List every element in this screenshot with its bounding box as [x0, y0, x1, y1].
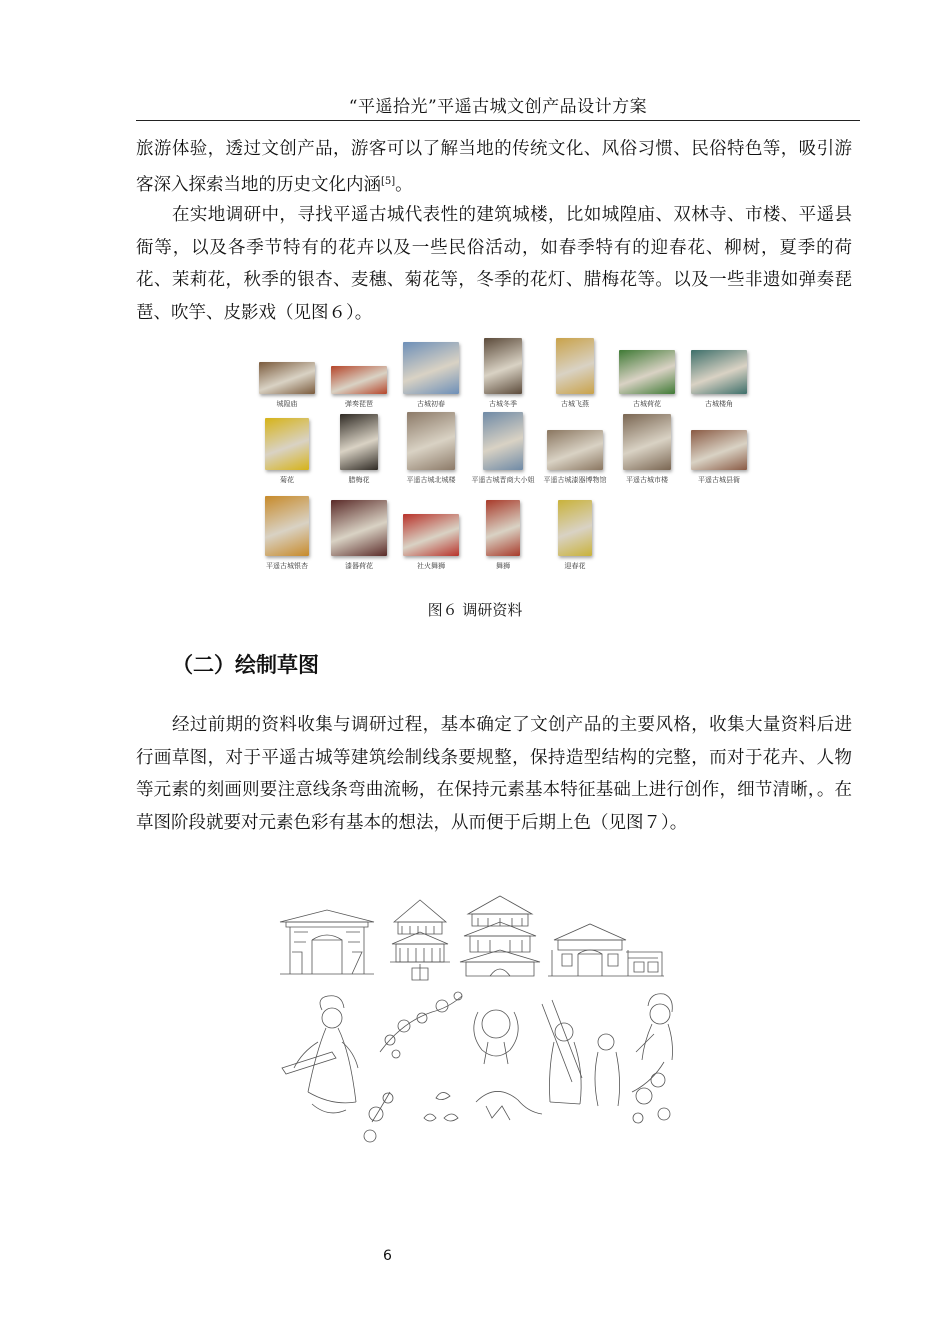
thumbnail-photo — [691, 430, 747, 470]
thumbnail-caption: 平遥古城银杏 — [266, 562, 308, 570]
thumbnail-caption: 迎春花 — [564, 562, 586, 570]
sketch-flower-sprays — [364, 992, 670, 1142]
figure-thumbnail — [252, 336, 322, 409]
thumbnail-caption: 平遥古城县衙 — [698, 476, 740, 484]
thumbnail-caption: 古城冬季 — [489, 400, 517, 408]
thumbnail-photo — [691, 350, 747, 394]
thumbnail-caption: 平遥古城漆器博物馆 — [543, 476, 607, 484]
thumbnail-caption: 城隍庙 — [276, 400, 298, 408]
thumbnail-caption: 平遥古城晋商大小姐 — [471, 476, 535, 484]
page-header: “平遥拾光”平遥古城文创产品设计方案 — [136, 92, 860, 121]
figure-7-sketch-illustration — [272, 892, 682, 1182]
thumbnail-photo — [403, 342, 459, 394]
section-heading: （二）绘制草图 — [172, 653, 319, 677]
sketch-pagoda-building — [460, 896, 540, 976]
thumbnail-photo — [403, 514, 459, 556]
thumbnail-photo — [331, 366, 387, 394]
figure-thumbnail — [612, 336, 682, 409]
thumbnail-photo — [619, 350, 675, 394]
sketch-gate-building — [280, 910, 374, 974]
thumbnail-photo — [483, 412, 523, 470]
thumbnail-caption: 舞狮 — [496, 562, 510, 570]
thumbnail-photo — [547, 430, 603, 470]
figure-thumbnail — [468, 498, 538, 571]
figure-thumbnail — [252, 498, 322, 571]
sketch-small-leaves — [424, 1092, 458, 1121]
paragraph-2: 在实地调研中，寻找平遥古城代表性的建筑城楼，比如城隍庙、双林寺、市楼、平遥县衙等，以及各季节特有的花卉以及一些民俗活动，如春季特有的迎春花、柳树，夏季的荷花、茉莉花，秋季的银杏、麦穗、菊花等，冬季的花灯、腊梅花等。以及一些非遗如弹奏琵琶、吹竽、皮影戏（见图６）。 — [136, 205, 852, 323]
figure-thumbnail — [396, 498, 466, 571]
figure-6-image-grid — [250, 336, 750, 576]
thumbnail-photo — [558, 500, 592, 556]
figure-thumbnail — [540, 336, 610, 409]
thumbnail-caption: 弹奏琵琶 — [345, 400, 373, 408]
thumbnail-photo — [340, 414, 378, 470]
thumbnail-caption: 古城楼角 — [705, 400, 733, 408]
figure-thumbnail — [684, 336, 754, 409]
paragraph-1-text: 旅游体验，透过文创产品，游客可以了解当地的传统文化、风俗习惯、民俗特色等，吸引游客深入探索当地的历史文化内涵 — [136, 139, 852, 195]
thumbnail-caption: 古城初春 — [417, 400, 445, 408]
thumbnail-photo — [265, 418, 309, 470]
thumbnail-caption: 平遥古城市楼 — [626, 476, 668, 484]
figure-thumbnail — [252, 412, 322, 485]
thumbnail-caption: 漆器荷花 — [345, 562, 373, 570]
paragraph-3: 经过前期的资料收集与调研过程，基本确定了文创产品的主要风格，收集大量资料后进行画草图，对于平遥古城等建筑绘制线条要规整，保持造型结构的完整，而对于花卉、人物等元素的刻画则要注意线条弯曲流畅，在保持元素基本特征基础上进行创作，细节清晰，。在草图阶段就要对元素色彩有基本的想法，从而便于后期上色（见图７）。 — [136, 715, 852, 833]
figure-thumbnail — [540, 498, 610, 571]
thumbnail-photo — [265, 496, 309, 556]
paragraph-1-end: 。 — [395, 174, 413, 195]
sketch-tower-building — [390, 900, 450, 980]
thumbnail-caption: 腊梅花 — [348, 476, 370, 484]
thumbnail-caption: 平遥古城北城楼 — [406, 476, 456, 484]
figure-thumbnail — [468, 336, 538, 409]
thumbnail-photo — [486, 500, 520, 556]
figure-thumbnail — [540, 412, 610, 485]
figure-thumbnail — [684, 412, 754, 485]
thumbnail-photo — [623, 414, 671, 470]
thumbnail-photo — [331, 500, 387, 556]
thumbnail-photo — [407, 412, 455, 470]
thumbnail-photo — [484, 338, 522, 394]
paragraph-1 — [136, 133, 852, 201]
page-number: 6 — [383, 1248, 392, 1264]
citation-ref[interactable]: [5] — [381, 175, 396, 187]
thumbnail-photo — [556, 338, 594, 394]
figure-thumbnail — [468, 412, 538, 485]
figure-thumbnail — [612, 412, 682, 485]
sketch-wide-gate-building — [548, 924, 664, 976]
figure-thumbnail — [324, 412, 394, 485]
thumbnail-caption: 社火舞狮 — [417, 562, 445, 570]
figure-thumbnail — [324, 336, 394, 409]
figure-thumbnail — [396, 412, 466, 485]
sketch-flute-players — [542, 1000, 620, 1106]
sketch-ornament-figure — [474, 1010, 542, 1120]
figure-thumbnail — [396, 336, 466, 409]
figure-6-caption: 图６ 调研资料 — [427, 601, 523, 619]
sketch-lady-figure — [636, 994, 673, 1060]
thumbnail-caption: 古城荷花 — [633, 400, 661, 408]
sketch-musician-figure — [282, 996, 358, 1113]
thumbnail-caption: 菊花 — [280, 476, 294, 484]
thumbnail-caption: 古城飞燕 — [561, 400, 589, 408]
thumbnail-photo — [259, 362, 315, 394]
figure-thumbnail — [324, 498, 394, 571]
